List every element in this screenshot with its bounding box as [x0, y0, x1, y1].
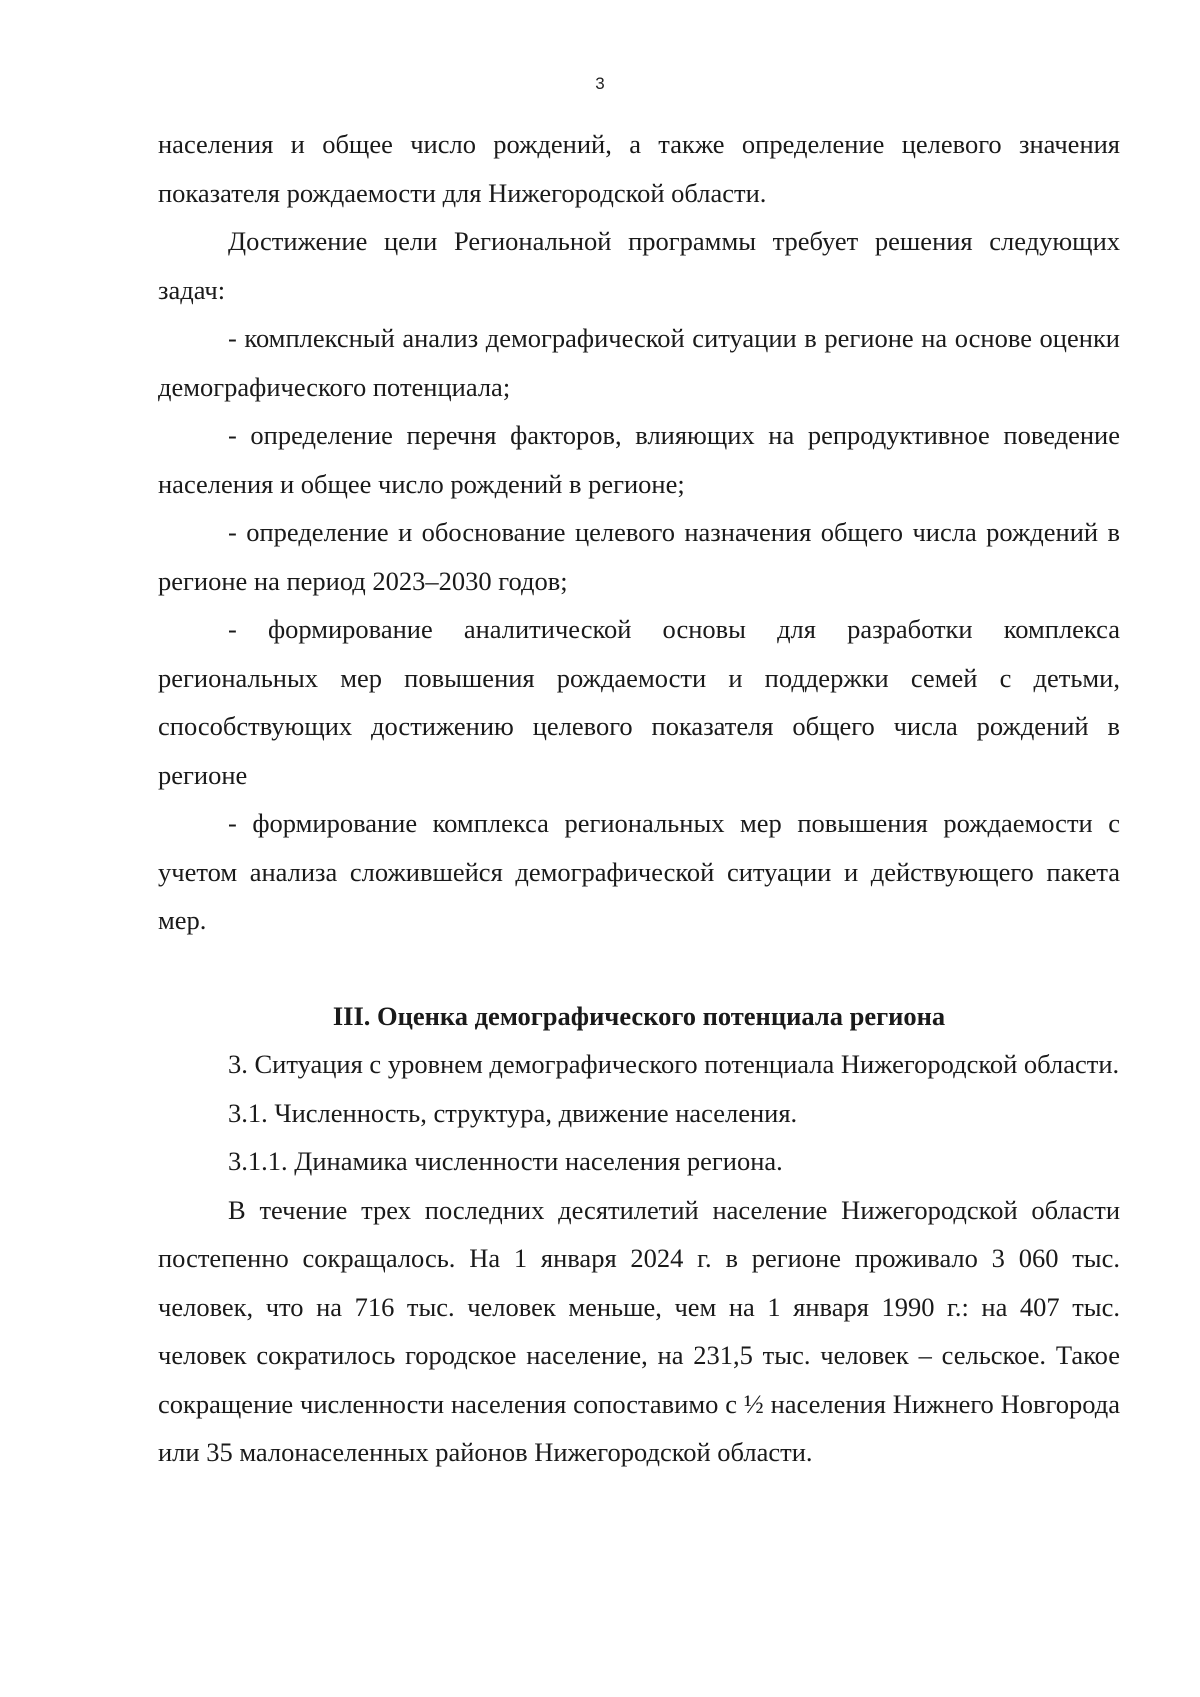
task-item-1: - комплексный анализ демографической ситуации в регионе на основе оценки демографического потенциала; — [158, 323, 1120, 402]
section-item-3-1: 3.1. Численность, структура, движение населения. — [228, 1097, 798, 1128]
task-item-3: - определение и обоснование целевого назначения общего числа рождений в регионе на период 2023–2030 годов; — [158, 517, 1120, 596]
section-body-paragraph: В течение трех последних десятилетий население Нижегородской области постепенно сокращалось. На 1 января 2024 г. в регионе проживало 3 060 тыс. человек, что на 716 тыс. человек меньше, чем на 1 января 1990 г.: на 407 тыс. человек сократилось городское население, на 231,5 тыс. человек – сельское. Такое сокращение численности населения сопоставимо с ½ населения Нижнего Новгорода или 35 малонаселенных районов Нижегородской области. — [158, 1194, 1120, 1467]
task-item-2: - определение перечня факторов, влияющих на репродуктивное поведение населения и общее число рождений в регионе; — [158, 420, 1120, 499]
document-body — [158, 120, 1120, 1477]
page-number: 3 — [595, 74, 605, 93]
paragraph-continuation: населения и общее число рождений, а также определение целевого значения показателя рождаемости для Нижегородской области. — [158, 129, 1120, 208]
section-item-3-1-1: 3.1.1. Динамика численности населения региона. — [228, 1146, 783, 1176]
paragraph-goal-tasks-intro: Достижение цели Региональной программы требует решения следующих задач: — [158, 226, 1120, 305]
task-item-5: - формирование комплекса региональных мер повышения рождаемости с учетом анализа сложившейся демографической ситуации и действующего пакета мер. — [158, 808, 1120, 935]
section-item-3: 3. Ситуация с уровнем демографического потенциала Нижегородской области. — [228, 1049, 1120, 1079]
task-item-4: - формирование аналитической основы для разработки комплекса региональных мер повышения рождаемости и поддержки семей с детьми, способствующих достижению целевого показателя общего числа рождений в регионе — [158, 614, 1120, 790]
section-heading: III. Оценка демографического потенциала региона — [332, 1000, 946, 1031]
